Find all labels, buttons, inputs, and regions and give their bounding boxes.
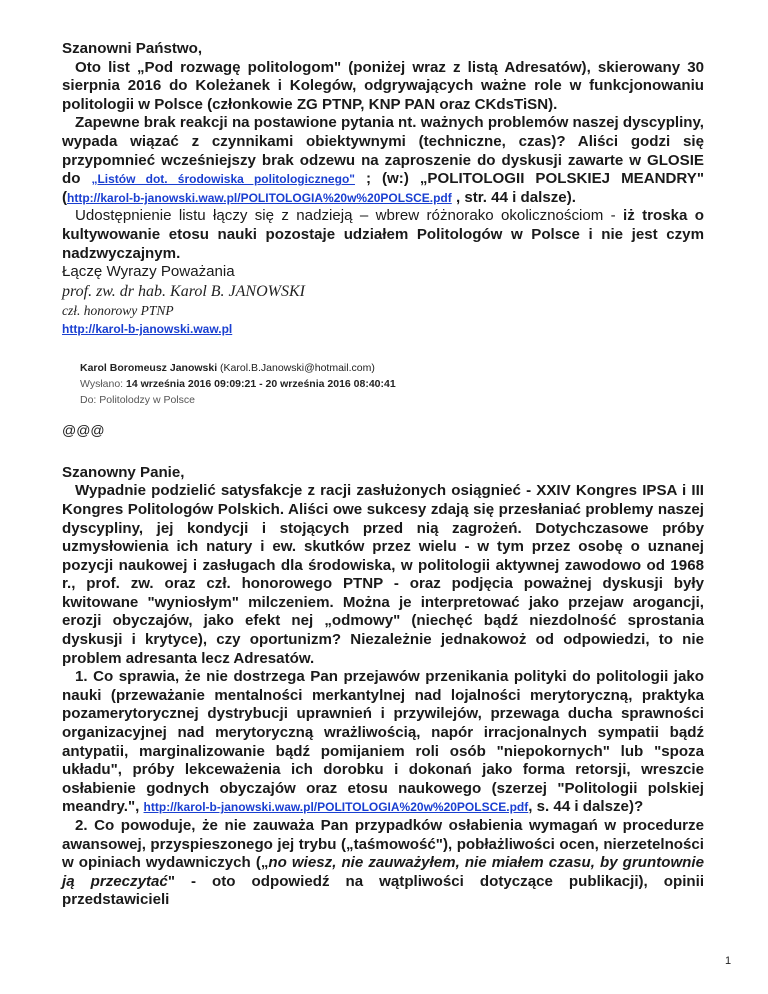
email-sent — [80, 376, 704, 392]
text-span-italic: no wiesz, nie zauważyłem, nie miałem czasu, by gruntownie ją przeczytać — [62, 854, 704, 890]
text-span: , s. 44 i dalsze)? — [528, 798, 644, 816]
signature-name: prof. zw. dr hab. Karol B. JANOWSKI — [62, 282, 305, 300]
to-label: Do: — [80, 393, 100, 406]
text-span: Udostępnienie listu łączy się z nadzieją – wbrew różnorako okolicznościom - — [75, 207, 624, 225]
paragraph-question-2 — [62, 817, 704, 910]
text-span: 1. Co sprawia, że nie dostrzega Pan przejawów przenikania polityki do politologii jako nauki (przeważanie mentalności merkantylnej nad lojalności merytoryczną, praktyka pozamerytorycznej dystrybucji uprawnień i przywilejów, przewaga ducha sprawności organizacyjnej nad merytoryczną wrażliwością, napór irracjonalnych sympatii bądź antypatii, marginalizowanie bądź pomijaniem roli osób "niepokornych" lub "spoza układu", próby lekceważenia ich dorobku i dokonań jako forma retorsji, wreszcie osłabienie godnych obyczajów oraz etosu naukowego (szerzej "Politologii polskiej meandry.", — [62, 668, 704, 816]
paragraph-hope — [62, 207, 704, 263]
paragraph-question-1 — [62, 668, 704, 817]
from-address: (Karol.B.Janowski@hotmail.com) — [217, 361, 375, 374]
greeting-1: Szanowni Państwo, — [62, 40, 203, 57]
email-header — [80, 360, 704, 408]
document-page — [62, 40, 704, 910]
sent-label: Wysłano: — [80, 377, 127, 390]
link-politologia-pdf-2[interactable]: http://karol-b-janowski.waw.pl/POLITOLOGIA%20w%20POLSCE.pdf — [143, 800, 529, 815]
signature-link[interactable]: http://karol-b-janowski.waw.pl — [62, 321, 233, 336]
text-span: Zapewne brak reakcji na postawione pytania nt. ważnych problemów naszej dyscypliny, wypada wiązać z czynnikami obiektywnymi (techniczne, czas)? Aliści godzi się przypomnieć wcześniejszy brak odzewu na zaproszenie do dyskusji zawarte w GLOSIE do — [62, 114, 704, 188]
page-number: 1 — [725, 955, 732, 967]
to-value: Politolodzy w Polsce — [99, 393, 195, 406]
from-name: Karol Boromeusz Janowski — [80, 361, 218, 374]
separator: @@@ — [62, 421, 105, 438]
link-politologia-pdf[interactable]: http://karol-b-janowski.waw.pl/POLITOLOGIA%20w%20POLSCE.pdf — [67, 190, 452, 205]
email-to — [80, 392, 704, 408]
text-span: ; (w:) „POLITOLOGII POLSKIEJ MEANDRY" ( — [62, 170, 704, 206]
email-from — [80, 360, 704, 376]
text-span: 2. Co powoduje, że nie zauważa Pan przypadków osłabienia wymagań w procedurze awansowej, przyspieszonego jej trybu („taśmowość"), pobłażliwości ocen, nierzetelności w opiniach wydawniczych („ — [62, 817, 704, 872]
sent-value: 14 września 2016 09:09:21 - 20 września 2016 08:40:41 — [126, 377, 396, 390]
signature-link-row — [62, 320, 704, 338]
text-span-bold: iż troska o kultywowanie etosu nauki pozostaje udziałem Politologów w Polsce i nie jest czym nadzwyczajnym. — [62, 207, 704, 262]
paragraph-no-reaction — [62, 114, 704, 207]
closing: Łączę Wyrazy Poważania — [62, 263, 235, 281]
text-span: " - oto odpowiedź na wątpliwości dotyczące publikacji), opinii przedstawicieli — [62, 872, 705, 909]
signature-title: czł. honorowy PTNP — [62, 302, 174, 318]
greeting-2: Szanowny Panie, — [62, 463, 185, 481]
paragraph-intro: Oto list „Pod rozwagę politologom" (poniżej wraz z listą Adresatów), skierowany 30 sierpnia 2016 do Koleżanek i Kolegów, odgrywających ważne role w funkcjonowaniu politologii w Polsce (członkowie ZG PTNP, KNP PAN oraz CKdsTiSN). — [62, 58, 704, 113]
link-letters[interactable]: „Listów dot. środowiska politologicznego" — [91, 172, 355, 187]
paragraph-congress: Wypadnie podzielić satysfakcje z racji zasłużonych osiągnieć - XXIV Kongres IPSA i III Kongres Politologów Polskich. Aliści owe sukcesy zdają się przesłaniać problemy naszej dyscypliny, jej kondycji i stojących przed nią zagrożeń. Dotychczasowe próby uzmysłowienia ich natury i ew. skutków przez wielu - w tym przez osobę o uznanej pozycji naukowej i zasługach dla środowiska, w politologii aktywnej zawodowo od 1968 r., prof. zw. oraz czł. honorowego PTNP - oraz podjęcia poważnej dyskusji były kwitowane "wyniosłym" milczeniem. Można je interpretować jako przejaw arogancji, erozji obyczajów, jako efekt nej „odmowy" (niechęć bądź niezdolność sprostania dyskusji i krytyce), czy oportunizm? Niezależnie jednakowoż od odpowiedzi, to nie problem adresanta lecz Adresatów. — [62, 482, 704, 667]
text-span: , str. 44 i dalsze). — [451, 188, 576, 206]
